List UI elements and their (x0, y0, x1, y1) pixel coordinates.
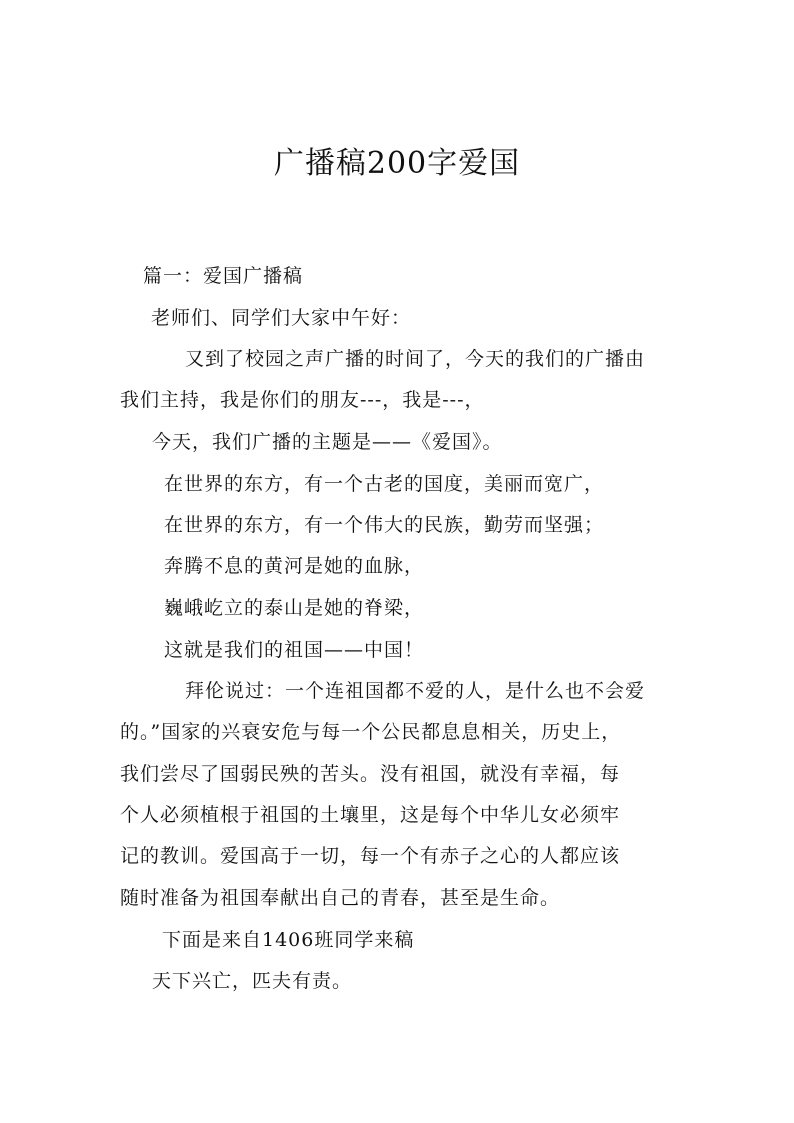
paragraph-line: 随时准备为祖国奉献出自己的青春，甚至是生命。 (120, 887, 561, 909)
paragraph-line: 下面是来自1406班同学来稿 (162, 929, 415, 951)
poem-line: 巍峨屹立的泰山是她的脊梁， (164, 597, 425, 619)
paragraph-line: 记的教训。爱国高于一切，每一个有赤子之心的人都应该 (120, 845, 621, 867)
paragraph-line: 天下兴亡，匹夫有责。 (152, 970, 353, 992)
paragraph-line: 个人必须植根于祖国的土壤里，这是每个中华儿女必须牢 (120, 804, 621, 826)
greeting-line: 老师们、同学们大家中午好： (151, 307, 412, 329)
paragraph-line: 拜伦说过：一个连祖国都不爱的人，是什么也不会爱 (185, 680, 646, 702)
document-title: 广播稿200字爱国 (273, 146, 521, 181)
paragraph-line: 的。”国家的兴衰安危与每一个公民都息息相关，历史上， (120, 721, 622, 743)
poem-line: 在世界的东方，有一个伟大的民族，勤劳而坚强； (164, 514, 605, 536)
paragraph-line: 又到了校园之声广播的时间了，今天的我们的广播由 (185, 348, 646, 370)
paragraph-line: 今天，我们广播的主题是——《爱国》。 (152, 431, 503, 453)
paragraph-line: 我们尝尽了国弱民殃的苦头。没有祖国，就没有幸福，每 (120, 763, 621, 785)
poem-line: 在世界的东方，有一个古老的国度，美丽而宽广， (164, 473, 605, 495)
poem-line: 这就是我们的祖国——中国！ (164, 639, 425, 661)
section-heading: 篇一：爱国广播稿 (143, 265, 304, 287)
poem-line: 奔腾不息的黄河是她的血脉， (164, 555, 425, 577)
paragraph-line: 我们主持，我是你们的朋友---，我是---， (120, 389, 485, 411)
